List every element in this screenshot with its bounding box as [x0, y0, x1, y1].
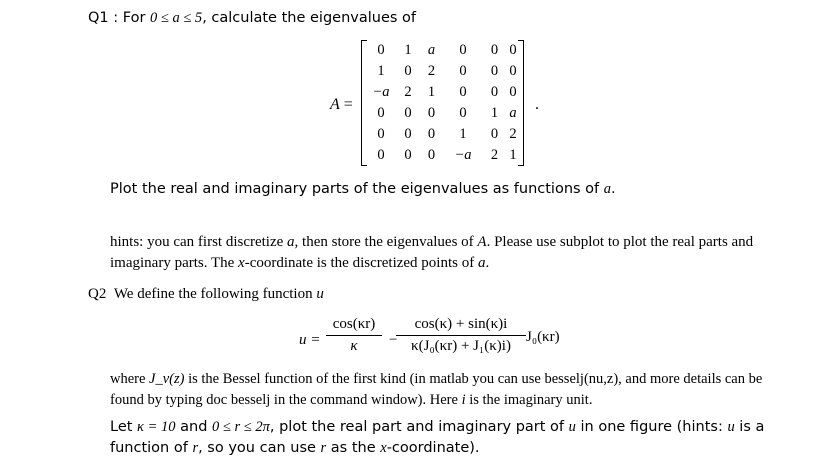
q1-separator: :: [108, 10, 123, 26]
matrix-a: [366, 40, 520, 166]
where-var-1: J_ν(z): [149, 371, 185, 387]
matrix-row: [366, 61, 520, 82]
let-text-1: Let: [110, 419, 138, 435]
formula-minus: −: [389, 332, 398, 348]
matrix-cell: 1: [509, 147, 517, 163]
let-var-4: u: [727, 419, 735, 435]
matrix-cell: 0: [404, 105, 412, 121]
formula-tail: J₀(κr): [526, 329, 560, 345]
let-var-1: κ = 10: [137, 419, 176, 435]
matrix-cell: 0: [427, 105, 436, 121]
let-var-3: u: [568, 419, 576, 435]
matrix-row: [366, 103, 520, 124]
formula-fraction-1: [326, 316, 382, 355]
hints-text-1: hints: you can first discretize: [110, 234, 288, 250]
plot-var: a: [603, 181, 612, 197]
where-text-2: is the Bessel function of the first kind (in matlab you can use besselj(nu,z), and more details can be found by typing doc besselj in the command window). Here: [110, 371, 763, 408]
matrix-cell: 0: [509, 84, 517, 100]
matrix-cell: 0: [377, 147, 385, 163]
let-var-5: r: [192, 440, 199, 456]
matrix-row: [366, 82, 520, 103]
q2-text: We define the following function: [113, 286, 317, 302]
matrix-cell: −a: [454, 147, 472, 163]
let-text-7: as the: [326, 440, 381, 456]
let-var-7: x: [380, 440, 387, 456]
let-text-2: and: [175, 419, 213, 435]
fraction-2-denominator: κ(J₀(κr) + J₁(κ)i): [411, 338, 511, 354]
hints-var-2: A: [477, 234, 487, 250]
hints-var-1: a: [287, 234, 295, 250]
fraction-1-numerator: cos(κr): [332, 316, 376, 332]
q1-tail: , calculate the eigenvalues of: [202, 10, 416, 26]
matrix-cell: 0: [427, 126, 436, 142]
matrix-cell: 0: [509, 42, 517, 58]
plot-text: Plot the real and imaginary parts of the eigenvalues as functions of: [110, 181, 604, 197]
matrix-row: [366, 124, 520, 145]
matrix-cell: 2: [427, 63, 436, 79]
matrix-cell: 0: [509, 63, 517, 79]
matrix-row: [366, 145, 520, 166]
matrix-right-bracket: [518, 40, 524, 166]
fraction-1-bar: [326, 335, 382, 336]
let-text-3: , plot the real part and imaginary part of: [269, 419, 569, 435]
q1-label: Q1: [88, 10, 109, 26]
matrix-cell: −a: [372, 84, 390, 100]
matrix-cell: 0: [427, 147, 436, 163]
matrix-cell: 0: [490, 84, 499, 100]
matrix-cell: 0: [459, 105, 467, 121]
matrix-cell: 0: [459, 42, 467, 58]
q2-question: [88, 286, 324, 303]
q1-intro: For: [122, 10, 151, 26]
q2-label: Q2: [88, 286, 107, 302]
matrix-cell: 1: [377, 63, 385, 79]
matrix-cell: 0: [459, 84, 467, 100]
where-text-3: is the imaginary unit.: [465, 392, 593, 408]
fraction-1-denominator: κ: [350, 338, 358, 354]
matrix-cell: 0: [377, 126, 385, 142]
matrix-cell: 0: [404, 126, 412, 142]
matrix-cell: 0: [377, 42, 385, 58]
where-paragraph: [110, 369, 766, 411]
formula-fraction-2: [396, 316, 526, 355]
matrix-cell: 0: [490, 126, 499, 142]
fraction-2-bar: [396, 335, 526, 336]
matrix-cell: 1: [459, 126, 467, 142]
plot-end: .: [611, 181, 616, 197]
matrix-label: [330, 96, 353, 114]
matrix-name: A: [330, 96, 340, 113]
let-text-4: in one figure (hints:: [575, 419, 728, 435]
matrix-cell: 1: [404, 42, 412, 58]
matrix-row: [366, 40, 520, 61]
let-text-6: , so you can use: [198, 440, 321, 456]
matrix-cell: 0: [459, 63, 467, 79]
matrix-cell: 1: [427, 84, 436, 100]
matrix-cell: 0: [404, 63, 412, 79]
hints-text-3: . Please use subplot to plot the real parts and imaginary parts. The: [110, 234, 754, 271]
hints-var-3: x: [238, 255, 245, 271]
hints-text-2: , then store the eigenvalues of: [294, 234, 478, 250]
hints-text-5: .: [485, 255, 490, 271]
hints-text-4: -coordinate is the discretized points of: [244, 255, 478, 271]
where-text-1: where: [110, 371, 150, 387]
matrix-cell: 0: [404, 147, 412, 163]
matrix-equals: =: [339, 96, 353, 113]
matrix-cell: 2: [490, 147, 499, 163]
matrix-period: .: [535, 96, 539, 113]
matrix-cell: a: [509, 105, 517, 121]
let-var-6: r: [320, 440, 327, 456]
plot-instruction: [110, 181, 616, 198]
q1-range: 0 ≤ a ≤ 5: [150, 10, 203, 26]
hints-var-4: a: [477, 255, 486, 271]
let-paragraph: [110, 417, 766, 459]
let-text-5: is a function of: [110, 419, 765, 456]
hints-paragraph: [110, 232, 760, 274]
formula-lhs: u =: [299, 332, 321, 348]
matrix-cell: a: [427, 42, 436, 58]
fraction-2-numerator: cos(κ) + sin(κ)i: [414, 316, 508, 332]
matrix-cell: 0: [377, 105, 385, 121]
matrix-cell: 2: [509, 126, 517, 142]
let-text-8: -coordinate).: [386, 440, 480, 456]
where-var-2: i: [461, 392, 466, 408]
matrix-cell: 0: [490, 63, 499, 79]
matrix-cell: 0: [490, 42, 499, 58]
matrix-cell: 2: [404, 84, 412, 100]
let-var-2: 0 ≤ r ≤ 2π: [212, 419, 270, 435]
q2-var: u: [316, 286, 324, 302]
matrix-cell: 1: [490, 105, 499, 121]
q1-question: [88, 10, 416, 27]
